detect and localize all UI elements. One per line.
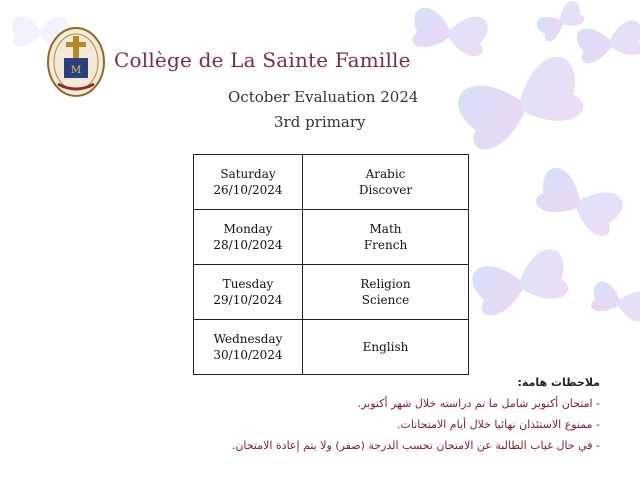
note-item: - ممنوع الاستئذان نهائيا خلال أيام الامتحانات. (397, 418, 600, 431)
day-name: Tuesday (222, 277, 274, 291)
day-name: Monday (223, 222, 273, 236)
day-cell (194, 155, 303, 210)
table-row (194, 210, 469, 265)
table-row (194, 320, 469, 375)
subject: Discover (358, 183, 413, 197)
butterfly-icon (410, 6, 490, 58)
subject: Arabic (365, 167, 406, 181)
subject: Science (361, 293, 410, 307)
butterfly-icon (575, 19, 640, 65)
svg-text:M: M (70, 65, 82, 76)
note-item: - في حال غياب الطالبة عن الامتحان تحسب الدرجة (صفر) ولا يتم إعادة الامتحان. (231, 439, 600, 452)
subject: Religion (360, 277, 411, 291)
evaluation-title: October Evaluation 2024 (228, 88, 419, 106)
day-cell (194, 320, 303, 375)
day-cell (194, 265, 303, 320)
butterfly-icon (469, 246, 572, 318)
day-name: Saturday (220, 167, 276, 181)
school-crest-logo (46, 26, 106, 98)
subjects-cell (303, 210, 469, 265)
subject: French (363, 238, 408, 252)
grade-subtitle: 3rd primary (274, 113, 366, 131)
day-date: 30/10/2024 (213, 348, 283, 362)
important-notes (170, 376, 600, 460)
subjects-cell (303, 320, 469, 375)
subjects-cell (303, 265, 469, 320)
subjects-cell (303, 155, 469, 210)
subject: Math (369, 222, 402, 236)
subject: English (362, 340, 409, 354)
butterfly-icon (589, 280, 640, 323)
note-item: - امتحان أكتوبر شامل ما تم دراسته خلال شهر أكتوبر. (357, 397, 600, 410)
day-date: 28/10/2024 (213, 238, 283, 252)
butterfly-icon (532, 164, 627, 240)
day-date: 26/10/2024 (213, 183, 283, 197)
table-row (194, 155, 469, 210)
notes-heading: ملاحظات هامة: (517, 376, 600, 389)
school-name: Collège de La Sainte Famille (114, 48, 411, 72)
day-date: 29/10/2024 (213, 293, 283, 307)
day-name: Wednesday (213, 332, 283, 346)
day-cell (194, 210, 303, 265)
table-row (194, 265, 469, 320)
exam-schedule-table (193, 154, 469, 375)
butterfly-icon (453, 52, 589, 154)
